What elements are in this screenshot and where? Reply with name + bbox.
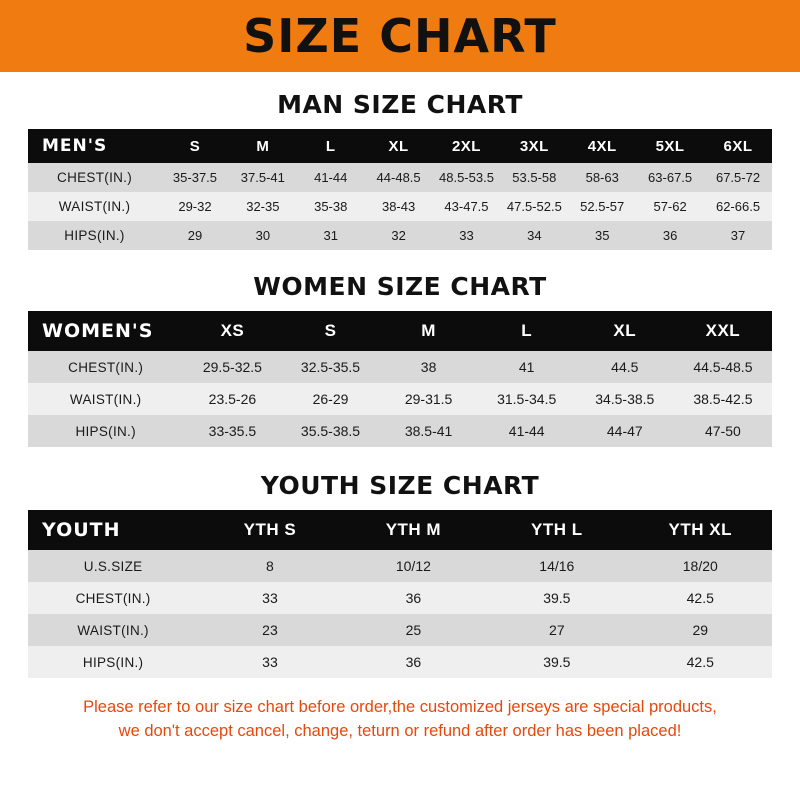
table-row [28,582,772,614]
youth-cell: 23 [198,614,341,646]
women-row-label: CHEST(IN.) [28,351,183,383]
women-section-title: WOMEN SIZE CHART [253,272,547,301]
table-row [28,351,772,383]
youth-cell: 14/16 [485,550,628,582]
youth-cell: 39.5 [485,646,628,678]
men-cell: 63-67.5 [636,163,704,192]
table-row [28,550,772,582]
women-cell: 41-44 [478,415,576,447]
man-section-title: MAN SIZE CHART [277,90,523,119]
men-row-label: HIPS(IN.) [28,221,161,250]
women-cell: 44-47 [576,415,674,447]
table-header-row [28,311,772,351]
men-cell: 58-63 [568,163,636,192]
men-cell: 52.5-57 [568,192,636,221]
men-cell: 37 [704,221,772,250]
men-cell: 43-47.5 [433,192,501,221]
men-cell: 37.5-41 [229,163,297,192]
youth-head-label: YOUTH [28,510,198,550]
youth-cell: 29 [629,614,772,646]
footer-note [28,696,772,744]
youth-section-title: YOUTH SIZE CHART [260,471,540,500]
men-cell: 33 [433,221,501,250]
women-column-header: S [281,311,379,351]
men-column-header: 6XL [704,129,772,163]
youth-cell: 42.5 [629,582,772,614]
youth-cell: 36 [342,582,485,614]
table-row [28,192,772,221]
men-cell: 29 [161,221,229,250]
men-row-label: WAIST(IN.) [28,192,161,221]
women-cell: 34.5-38.5 [576,383,674,415]
men-cell: 38-43 [365,192,433,221]
women-cell: 23.5-26 [183,383,281,415]
table-row [28,383,772,415]
men-cell: 32 [365,221,433,250]
table-header-row [28,510,772,550]
men-cell: 31 [297,221,365,250]
women-cell: 41 [478,351,576,383]
youth-cell: 27 [485,614,628,646]
men-column-header: XL [365,129,433,163]
men-cell: 48.5-53.5 [433,163,501,192]
men-cell: 57-62 [636,192,704,221]
men-cell: 32-35 [229,192,297,221]
women-cell: 38.5-42.5 [674,383,772,415]
men-cell: 35 [568,221,636,250]
youth-cell: 33 [198,582,341,614]
youth-cell: 18/20 [629,550,772,582]
table-row [28,221,772,250]
youth-row-label: CHEST(IN.) [28,582,198,614]
men-cell: 53.5-58 [500,163,568,192]
men-row-label: CHEST(IN.) [28,163,161,192]
youth-column-header: YTH XL [629,510,772,550]
men-column-header: 4XL [568,129,636,163]
women-cell: 38.5-41 [380,415,478,447]
women-column-header: M [380,311,478,351]
men-column-header: L [297,129,365,163]
women-cell: 29-31.5 [380,383,478,415]
men-cell: 62-66.5 [704,192,772,221]
page-banner [0,0,800,72]
men-cell: 34 [500,221,568,250]
men-column-header: M [229,129,297,163]
youth-size-table [28,510,772,678]
footer-note-line-1: Please refer to our size chart before order,the customized jerseys are special products, [83,698,717,716]
men-head-label: MEN'S [28,129,161,163]
men-cell: 47.5-52.5 [500,192,568,221]
men-cell: 41-44 [297,163,365,192]
women-cell: 33-35.5 [183,415,281,447]
youth-column-header: YTH M [342,510,485,550]
women-cell: 44.5-48.5 [674,351,772,383]
youth-cell: 8 [198,550,341,582]
women-cell: 26-29 [281,383,379,415]
men-cell: 35-37.5 [161,163,229,192]
women-cell: 31.5-34.5 [478,383,576,415]
women-cell: 32.5-35.5 [281,351,379,383]
youth-row-label: HIPS(IN.) [28,646,198,678]
women-cell: 38 [380,351,478,383]
man-table-body [28,163,772,250]
youth-table-head [28,510,772,550]
youth-row-label: U.S.SIZE [28,550,198,582]
men-column-header: 3XL [500,129,568,163]
youth-row-label: WAIST(IN.) [28,614,198,646]
footer-note-line-2: we don't accept cancel, change, teturn or refund after order has been placed! [118,721,682,740]
women-row-label: WAIST(IN.) [28,383,183,415]
women-head-label: WOMEN'S [28,311,183,351]
men-cell: 44-48.5 [365,163,433,192]
table-row [28,614,772,646]
women-row-label: HIPS(IN.) [28,415,183,447]
man-size-table [28,129,772,250]
youth-cell: 36 [342,646,485,678]
men-column-header: 5XL [636,129,704,163]
women-table-head [28,311,772,351]
youth-table-body [28,550,772,678]
men-cell: 29-32 [161,192,229,221]
youth-cell: 25 [342,614,485,646]
table-row [28,646,772,678]
youth-cell: 39.5 [485,582,628,614]
chart-content [0,90,800,744]
women-cell: 44.5 [576,351,674,383]
men-cell: 36 [636,221,704,250]
women-column-header: XS [183,311,281,351]
youth-cell: 10/12 [342,550,485,582]
women-column-header: L [478,311,576,351]
women-cell: 35.5-38.5 [281,415,379,447]
women-column-header: XXL [674,311,772,351]
youth-cell: 42.5 [629,646,772,678]
men-column-header: S [161,129,229,163]
page-title: SIZE CHART [243,9,557,63]
youth-cell: 33 [198,646,341,678]
table-header-row [28,129,772,163]
men-cell: 67.5-72 [704,163,772,192]
men-cell: 35-38 [297,192,365,221]
women-column-header: XL [576,311,674,351]
men-cell: 30 [229,221,297,250]
table-row [28,163,772,192]
youth-column-header: YTH L [485,510,628,550]
women-table-body [28,351,772,447]
women-cell: 29.5-32.5 [183,351,281,383]
women-size-table [28,311,772,447]
man-table-head [28,129,772,163]
men-column-header: 2XL [433,129,501,163]
youth-column-header: YTH S [198,510,341,550]
women-cell: 47-50 [674,415,772,447]
table-row [28,415,772,447]
